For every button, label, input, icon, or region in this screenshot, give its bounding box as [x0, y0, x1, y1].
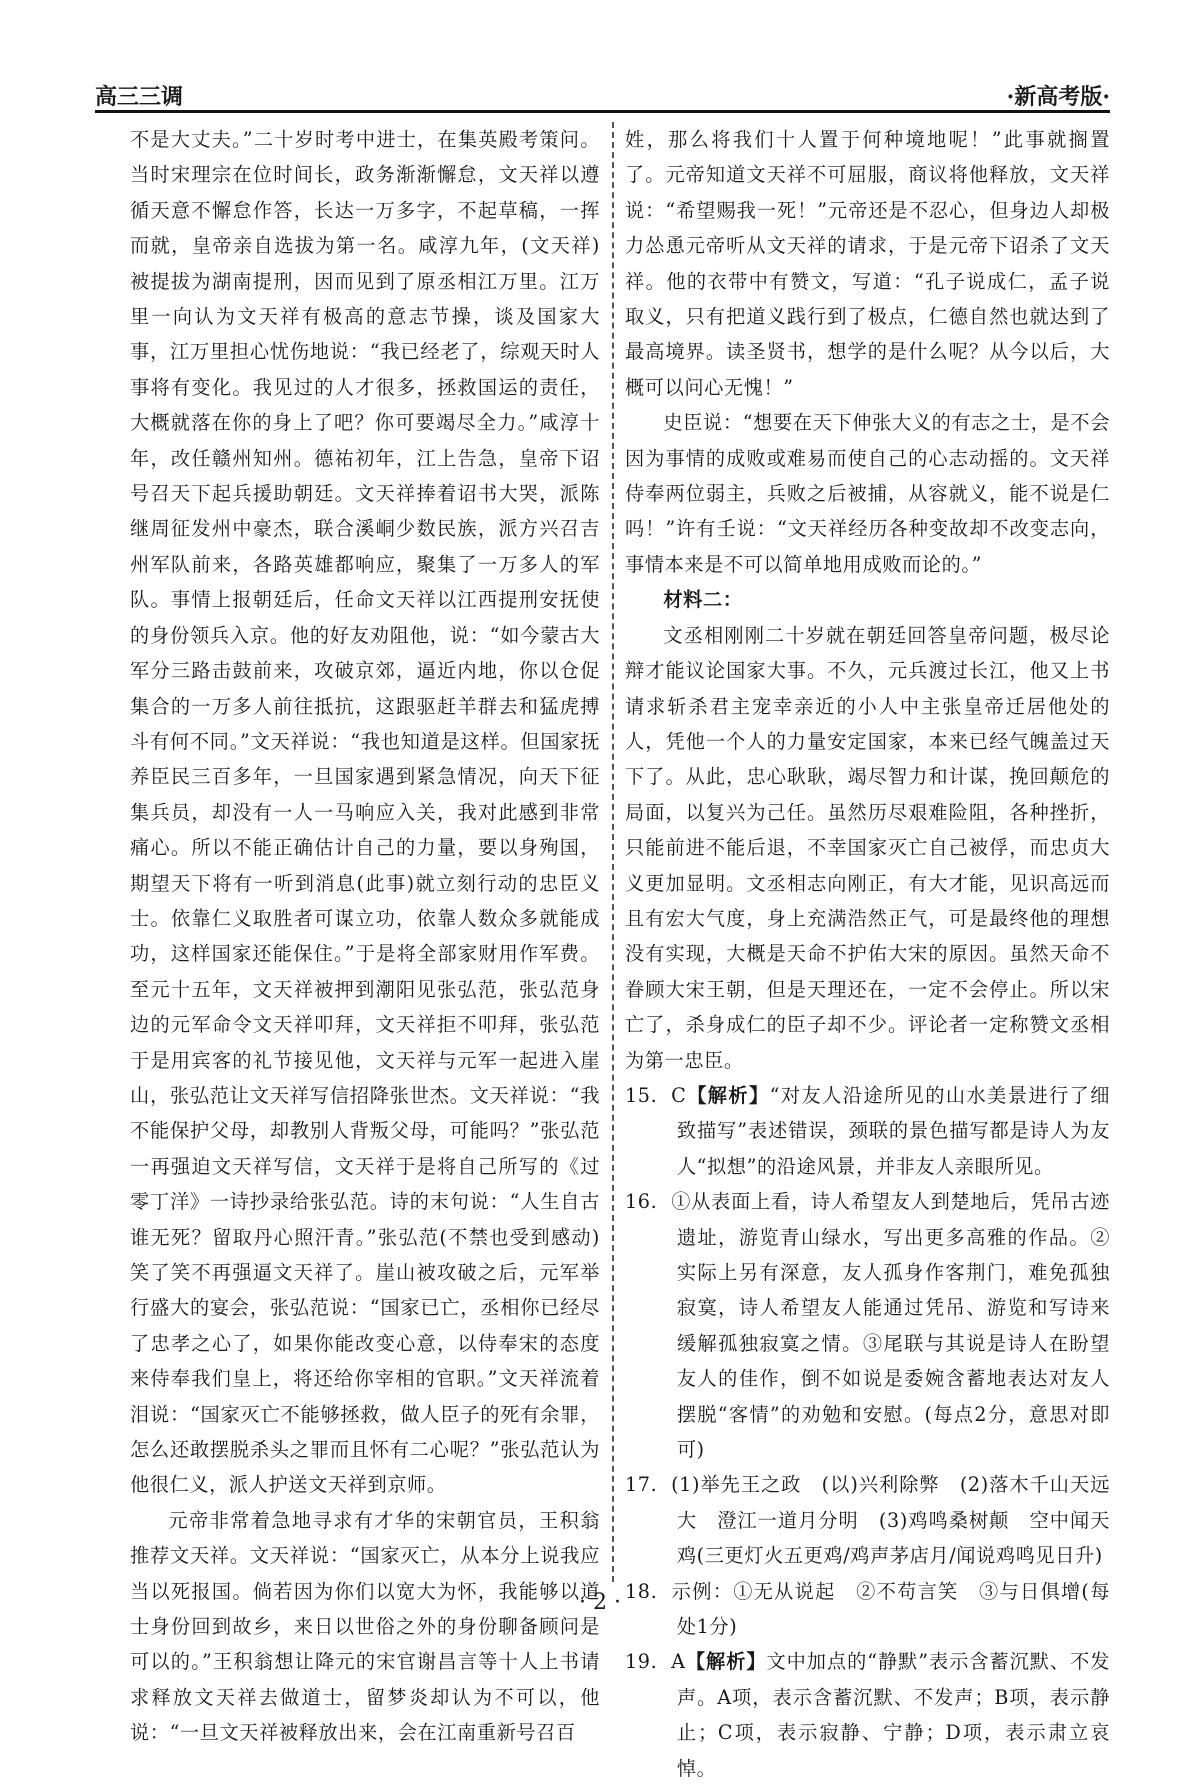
page-header — [95, 80, 1110, 110]
right-column — [625, 122, 1111, 1780]
answer-15 — [625, 1078, 1110, 1184]
answer-15-choice: C — [671, 1083, 687, 1107]
page-number: · 2 · — [579, 1590, 621, 1615]
left-column — [130, 122, 600, 1745]
answer-17-text: (1)举先王之政 (以)兴利除弊 (2)落木千山天远大 澄江一道月分明 (3)鸡鸣桑树颠 空中闻天鸡(三更灯火五更鸡/鸡声茅店月/闻说鸡鸣见日升) — [671, 1473, 1110, 1568]
header-rule — [95, 110, 1110, 113]
right-paragraph-3: 文丞相刚刚二十岁就在朝廷回答皇帝问题，极尽论辩才能议论国家大事。不久，元兵渡过长江，他又上书请求斩杀君主宠幸亲近的小人中主张皇帝迁居他处的人，凭他一个人的力量安定国家，本来已经气魄盖过天下了。从此，忠心耿耿，竭尽智力和计谋，挽回颠危的局面，以复兴为己任。虽然历尽艰难险阻，各种挫折，只能前进不能后退，不幸国家灭亡自己被俘，而忠贞大义更加显明。文丞相志向刚正，有大才能，见识高远而且有宏大气度，身上充满浩然正气，可是最终他的理想没有实现，大概是天命不护佑大宋的原因。虽然天命不眷顾大宋王朝，但是天理还在，一定不会停止。所以宋亡了，杀身成仁的臣子却不少。评论者一定称赞文丞相为第一忠臣。 — [625, 623, 1110, 1072]
left-paragraph-2: 元帝非常着急地寻求有才华的宋朝官员，王积翁推荐文天祥。文天祥说：“国家灭亡，从本分上说我应当以死报国。倘若因为你们以宽大为怀，我能够以道士身份回到故乡，来日以世俗之外的身份聊备顾问是可以的。”王积翁想让降元的宋官谢昌言等十人上书请求释放文天祥去做道士，留梦炎却认为不可以，他说：“一旦文天祥被释放出来，会在江南重新号召百 — [130, 1508, 600, 1745]
answer-16-number: 16. — [625, 1190, 658, 1214]
right-paragraph-2: 史臣说：“想要在天下伸张大义的有志之士，是不会因为事情的成败或难易而使自己的心志动摇的。文天祥侍奉两位弱主，兵败之后被捕，从容就义，能不说是仁吗！”许有壬说：“文天祥经历各种变故却不改变志向，事情本来是不可以简单地用成败而论的。” — [625, 411, 1110, 576]
answer-19-text: 文中加点的“静默”表示含蓄沉默、不发声。A项，表示含蓄沉默、不发声；B项，表示静止；C项，表示寂静、宁静；D项，表示肃立哀悼。 — [676, 1650, 1111, 1780]
answer-16-text: ①从表面上看，诗人希望友人到楚地后，凭吊古迹遗址，游览青山绿水，写出更多高雅的作品。②实际上另有深意，友人孤身作客荆门，难免孤独寂寞，诗人希望友人能通过凭吊、游览和写诗来缓解孤独寂寞之情。③尾联与其说是诗人在盼望友人的佳作，倒不如说是委婉含蓄地表达对友人摆脱“客情”的劝勉和安慰。(每点2分，意思对即可) — [671, 1190, 1110, 1462]
answer-15-tag: 【解析】 — [686, 1083, 770, 1107]
column-divider — [612, 122, 614, 1582]
answer-17 — [625, 1467, 1110, 1573]
answer-19-choice: A — [671, 1650, 686, 1674]
answer-15-number: 15. — [625, 1083, 658, 1107]
right-paragraph-1: 姓，那么将我们十人置于何种境地呢！”此事就搁置了。元帝知道文天祥不可屈服，商议将他释放，文天祥说：“希望赐我一死！”元帝还是不忍心，但身边人却极力怂恿元帝听从文天祥的请求，于是元帝下诏杀了文天祥。他的衣带中有赞文，写道：“孔子说成仁，孟子说取义，只有把道义践行到了极点，仁德自然也就达到了最高境界。读圣贤书，想学的是什么呢？从今以后，大概可以问心无愧！” — [625, 128, 1110, 399]
answer-19-tag: 【解析】 — [685, 1650, 767, 1674]
header-title: 高三三调 — [95, 84, 184, 110]
answer-17-number: 17. — [625, 1473, 658, 1497]
answer-19-number: 19. — [625, 1650, 658, 1674]
answer-18-text: 示例：①无从说起 ②不苟言笑 ③与日俱增(每处1分) — [671, 1579, 1110, 1639]
answer-16 — [625, 1184, 1110, 1467]
left-paragraph-1: 不是大丈夫。”二十岁时考中进士，在集英殿考策问。当时宋理宗在位时间长，政务渐渐懈怠，文天祥以遵循天意不懈怠作答，长达一万多字，不起草稿，一挥而就，皇帝亲自选拔为第一名。咸淳九年，(文天祥)被提拔为湖南提刑，因而见到了原丞相江万里。江万里一向认为文天祥有极高的意志节操，谈及国家大事，江万里担心忧伤地说：“我已经老了，综观天时人事将有变化。我见过的人才很多，拯救国运的责任，大概就落在你的身上了吧？你可要竭尽全力。”咸淳十年，改任赣州知州。德祐初年，江上告急，皇帝下诏号召天下起兵援助朝廷。文天祥捧着诏书大哭，派陈继周征发州中豪杰，联合溪峒少数民族，派方兴召吉州军队前来，各路英雄都响应，聚集了一万多人的军队。事情上报朝廷后，任命文天祥以江西提刑安抚使的身份领兵入京。他的好友劝阻他，说：“如今蒙古大军分三路击鼓前来，攻破京郊，逼近内地，你以仓促集合的一万多人前往抵抗，这跟驱赶羊群去和猛虎搏斗有何不同。”文天祥说：“我也知道是这样。但国家抚养臣民三百多年，一旦国家遇到紧急情况，向天下征集兵员，却没有一人一马响应入关，我对此感到非常痛心。所以不能正确估计自己的力量，要以身殉国，期望天下将有一听到消息(此事)就立刻行动的忠臣义士。依靠仁义取胜者可谋立功，依靠人数众多就能成功，这样国家还能保住。”于是将全部家财用作军费。至元十五年，文天祥被押到潮阳见张弘范，张弘范身边的元军命令文天祥叩拜，文天祥拒不叩拜，张弘范于是用宾客的礼节接见他，文天祥与元军一起进入崖山，张弘范让文天祥写信招降张世杰。文天祥说：“我不能保护父母，却教别人背叛父母，可能吗？”张弘范一再强迫文天祥写信，文天祥于是将自己所写的《过零丁洋》一诗抄录给张弘范。诗的末句说：“人生自古谁无死？留取丹心照汗青。”张弘范(不禁也受到感动)笑了笑不再强逼文天祥了。崖山被攻破之后，元军举行盛大的宴会，张弘范说：“国家已亡，丞相你已经尽了忠孝之心了，如果你能改变心意，以侍奉宋的态度来侍奉我们皇上，将还给你宰相的官职。”文天祥流着泪说：“国家灭亡不能够拯救，做人臣子的死有余罪，怎么还敢摆脱杀头之罪而且怀有二心呢？”张弘范认为他很仁义，派人护送文天祥到京师。 — [130, 128, 600, 1497]
answer-19 — [625, 1644, 1110, 1786]
material-two-heading: 材料二： — [663, 588, 743, 612]
answer-15-text: “对友人沿途所见的山水美景进行了细致描写”表述错误，颈联的景色描写都是诗人为友人“拟想”的沿途风景，并非友人亲眼所见。 — [676, 1083, 1110, 1178]
answer-18-number: 18. — [625, 1579, 658, 1603]
header-edition: ·新高考版· — [1006, 84, 1110, 110]
